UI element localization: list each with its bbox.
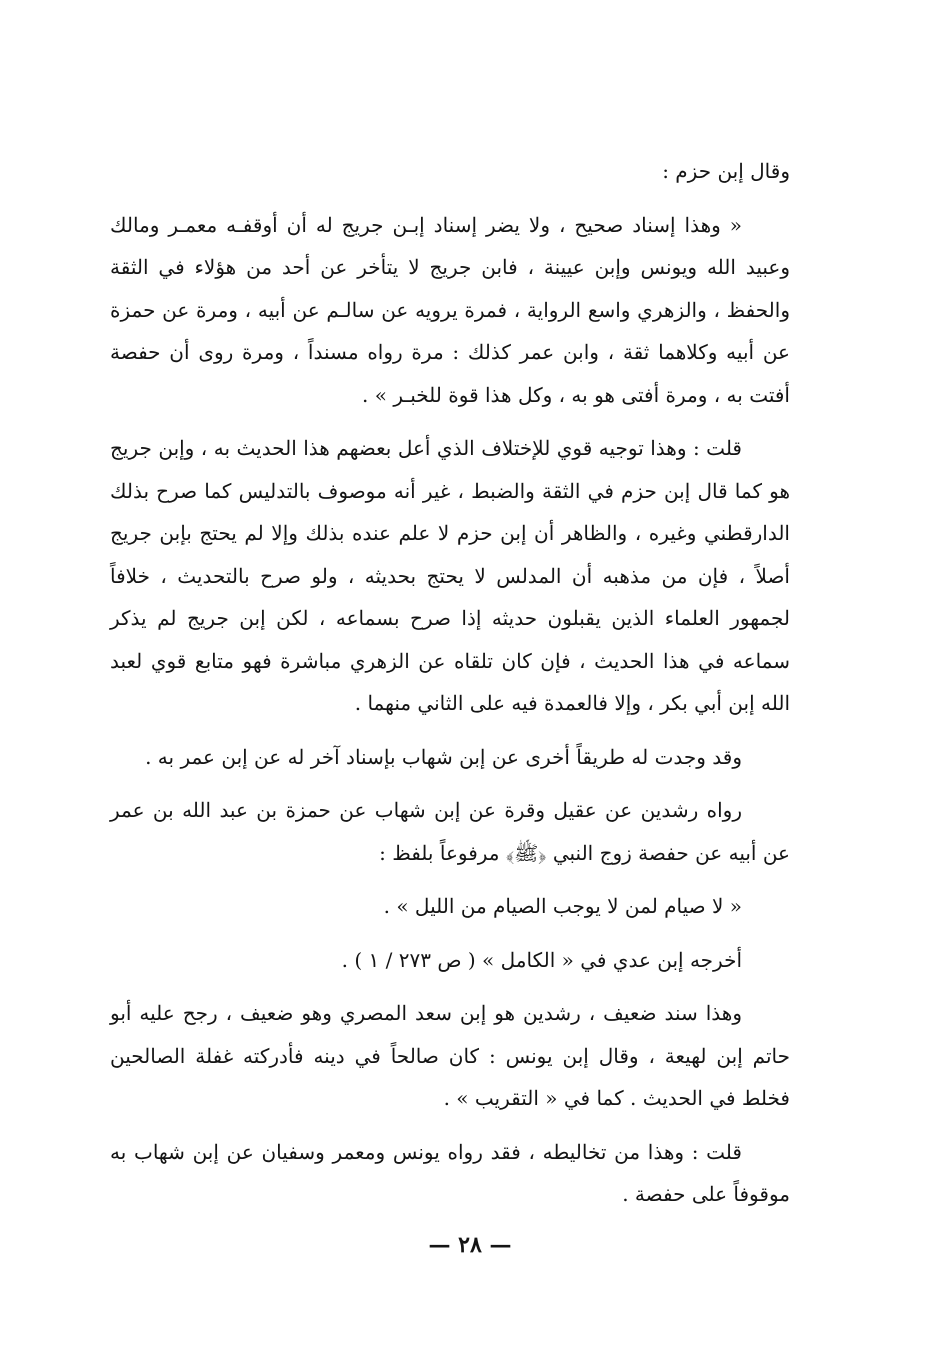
paragraph-intro: وقال إبن حزم : (662, 159, 790, 183)
paragraph-ibn-hazm-quote: « وهذا إسناد صحيح ، ولا يضر إسناد إبـن جريج له أن أوقفـه معمـر ومالك وعبيد الله ويونس وإبن عيينة ، فابن جريج لا يتأخر عن أحد من هؤلاء في الثقة والحفظ ، والزهري واسع الرواية ، فمرة يرويه عن سالـم عن أبيه ، ومرة عن حمزة عن أبيه وكلاهما ثقة ، وابن عمر كذلك : مرة رواه مسنداً ، ومرة روى أن حفصة أفتت به ، ومرة أفتى هو به ، وكل هذا قوة للخبـر » . (110, 212, 790, 407)
paragraph-narration: رواه رشدين عن عقيل وقرة عن إبن شهاب عن حمزة بن عبد الله بن عمر عن أبيه عن حفصة زوج النبي ﴿ﷺ﴾ مرفوعاً بلفظ : (110, 798, 790, 865)
paragraph-conclusion: قلت : وهذا من تخاليطه ، فقد رواه يونس ومعمر وسفيان عن إبن شهاب به موقوفاً على حفصة . (110, 1139, 790, 1206)
paragraph-commentary: قلت : وهذا توجيه قوي للإختلاف الذي أعل بعضهم هذا الحديث به ، وإبن جريج هو كما قال إبن حزم في الثقة والضبط ، غير أنه موصوف بالتدليس كما صرح بذلك الدارقطني وغيره ، والظاهر أن إبن حزم لا علم عنده بذلك وإلا لم يحتج بإبن جريج أصلاً ، فإن من مذهبه أن المدلس لا يحتج بحديثه ، ولو صرح بالتحديث ، خلافاً لجمهور العلماء الذين يقبلون حديثه إذا صرح بسماعه ، لكن إبن جريج لم يذكر سماعه في هذا الحديث ، فإن كان تلقاه عن الزهري مباشرة فهو متابع قوي لعبد الله إبن أبي بكر ، وإلا فالعمدة فيه على الثاني منهما . (110, 436, 790, 715)
page-number: — ٢٨ — (428, 1232, 512, 1258)
paragraph-hadith-text: « لا صيام لمن لا يوجب الصيام من الليل » . (383, 894, 742, 918)
paragraph-takhrij: أخرجه إبن عدي في « الكامل » ( ص ٢٧٣ / ١ ) . (341, 947, 742, 972)
paragraph-another-route: وقد وجدت له طريقاً أخرى عن إبن شهاب بإسناد آخر له عن إبن عمر به . (145, 744, 742, 769)
paragraph-isnad-grading: وهذا سند ضعيف ، رشدين هو إبن سعد المصري وهو ضعيف ، رجح عليه أبو حاتم إبن لهيعة ، وقال إبن يونس : كان صالحاً في دينه فأدركته غفلة الصالحين فخلط في الحديث . كما في « التقريب » . (110, 1001, 790, 1110)
page-body (110, 150, 790, 1227)
